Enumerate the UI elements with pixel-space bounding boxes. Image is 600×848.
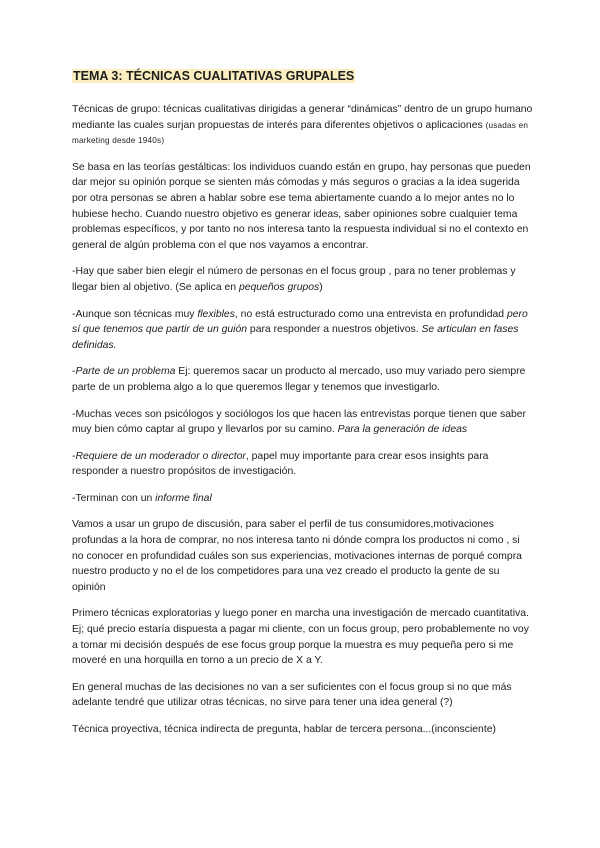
title-highlight: TEMA 3: TÉCNICAS CUALITATIVAS GRUPALES <box>73 69 355 83</box>
paragraph-decisions: En general muchas de las decisiones no van a ser suficientes con el focus group si no que más adelante tendré que utilizar otras técnicas, no sirve para tener una idea general (?) <box>72 681 512 709</box>
problem-italic: Parte de un problema <box>75 366 176 378</box>
psychologists-italic: Para la generación de ideas <box>337 424 468 436</box>
group-size-text: -Hay que saber bien elegir el número de personas en el focus group , para no tener problemas y llegar bien al objetivo. (Se aplica en <box>72 266 516 293</box>
paragraph-group-size <box>72 264 534 295</box>
paragraph-definition <box>72 102 534 149</box>
definition-text: Técnicas de grupo: técnicas cualitativas dirigidas a generar “dinámicas” dentro de un grupo humano mediante las cuales surjan propuestas de interés para diferentes objetivos o aplicaciones <box>72 104 533 131</box>
paragraph-gestalt: Se basa en las teorías gestálticas: los individuos cuando están en grupo, hay personas que pueden dar mejor su opinión porque se sienten más cómodas y más seguros o gracias a la idea sugerida por otra personas se abren a hablar sobre ese tema abiertamente cuando a lo mejor antes no lo hubiese hecho. Cuando nuestro objetivo es generar ideas, saber opiniones sobre cualquier tema problemas específicos, y por tanto no nos interesa tanto la respuesta individual si no el contexto en general de algún problema con el que nos vayamos a encontrar. <box>72 161 531 251</box>
paragraph-flexible <box>72 307 534 354</box>
flexible-text-c: , no está estructurado como una entrevista en profundidad <box>234 308 507 320</box>
report-text: -Terminan con un <box>72 492 156 504</box>
group-size-end: ) <box>319 281 323 293</box>
paragraph-problem <box>72 364 534 395</box>
paragraph-projective: Técnica proyectiva, técnica indirecta de pregunta, hablar de tercera persona...(inconsciente) <box>72 724 496 735</box>
moderator-text: , papel muy importante para crear esos insights para responder a nuestro propósitos de investigación. <box>72 450 489 478</box>
flexible-text-a: -Aunque son técnicas muy <box>72 308 198 320</box>
flexible-italic: flexibles <box>197 308 235 320</box>
paragraph-report <box>72 491 534 507</box>
group-size-italic: pequeños grupos <box>238 281 320 293</box>
definition-note: (usadas en marketing desde 1940s) <box>72 120 529 146</box>
flexible-italic-guion: pero sí que tenemos que partir de un guión <box>72 308 528 336</box>
page-title <box>72 68 534 84</box>
moderator-dash: - <box>72 450 76 462</box>
flexible-text-e: para responder a nuestros objetivos. <box>247 324 422 336</box>
moderator-italic: Requiere de un moderador o director <box>75 450 246 462</box>
paragraph-moderator <box>72 449 534 480</box>
problem-text: Ej: queremos sacar un producto al mercado, uso muy variado pero siempre parte de un problema algo a lo que queremos llegar y tenemos que investigarlo. <box>72 366 526 393</box>
paragraph-discussion-group: Vamos a usar un grupo de discusión, para saber el perfil de tus consumidores,motivaciones profundas a la hora de comprar, no nos interesa tanto ni dónde compra los productos ni como , si no conocer en profundidad cuáles son sus experiencias, motivaciones internas de porqué compra nuestro producto y no el de los competidores para una vez creado el producto la gente de su opinión <box>72 519 522 593</box>
psychologists-text: -Muchas veces son psicólogos y sociólogos los que hacen las entrevistas porque tienen que saber muy bien cómo captar al grupo y llevarlos por su camino. <box>72 408 526 436</box>
flexible-italic-fases: Se articulan en fases definidas. <box>72 324 519 351</box>
paragraph-psychologists <box>72 407 534 438</box>
document-page <box>72 68 534 749</box>
report-italic: informe final <box>155 492 212 504</box>
paragraph-exploratory: Primero técnicas exploratorias y luego poner en marcha una investigación de mercado cuantitativa. Ej; qué precio estaría dispuesta a pagar mi cliente, con un focus group, pero probablemente no voy a tomar mi decisión después de ese focus group porque la muestra es muy pequeña pero si me moveré en una horquilla en torno a un precio de X a Y. <box>72 608 529 667</box>
problem-dash: - <box>72 366 76 378</box>
